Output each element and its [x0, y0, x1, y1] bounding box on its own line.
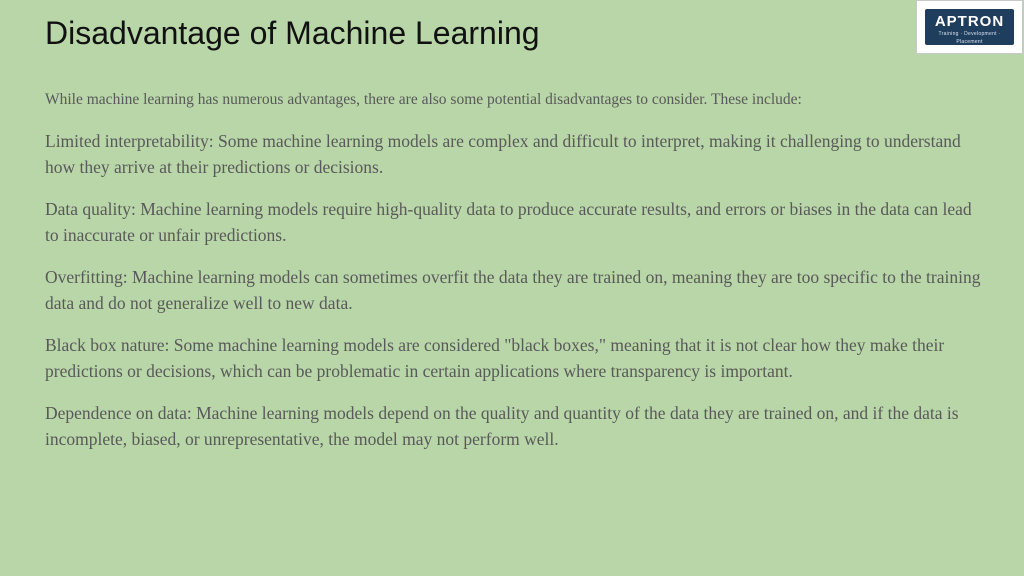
black-box-paragraph: Black box nature: Some machine learning models are considered "black boxes," meaning that it is not clear how they make their predictions or decisions, which can be problematic in certain applications where transparency is important. [45, 335, 945, 381]
data-dependence-paragraph: Dependence on data: Machine learning models depend on the quality and quantity of the data they are trained on, and if the data is incomplete, biased, or unrepresentative, the model may not perform well. [45, 403, 959, 449]
overfitting-paragraph: Overfitting: Machine learning models can sometimes overfit the data they are trained on, meaning they are too specific to the training data and do not generalize well to new data. [45, 267, 981, 313]
logo-badge [925, 9, 1014, 45]
data-quality-paragraph: Data quality: Machine learning models require high-quality data to produce accurate results, and errors or biases in the data can lead to inaccurate or unfair predictions. [45, 199, 972, 245]
limited-interpretability-paragraph: Limited interpretability: Some machine learning models are complex and difficult to interpret, making it challenging to understand how they arrive at their predictions or decisions. [45, 131, 961, 177]
logo-tagline: Training · Development · Placement [938, 31, 1001, 45]
slide-body [45, 88, 985, 468]
logo-wordmark: APTRON [934, 13, 1005, 30]
slide-title: Disadvantage of Machine Learning [45, 15, 540, 51]
intro-paragraph: While machine learning has numerous advantages, there are also some potential disadvantages to consider. These include: [45, 91, 802, 108]
aptron-logo [916, 0, 1023, 54]
